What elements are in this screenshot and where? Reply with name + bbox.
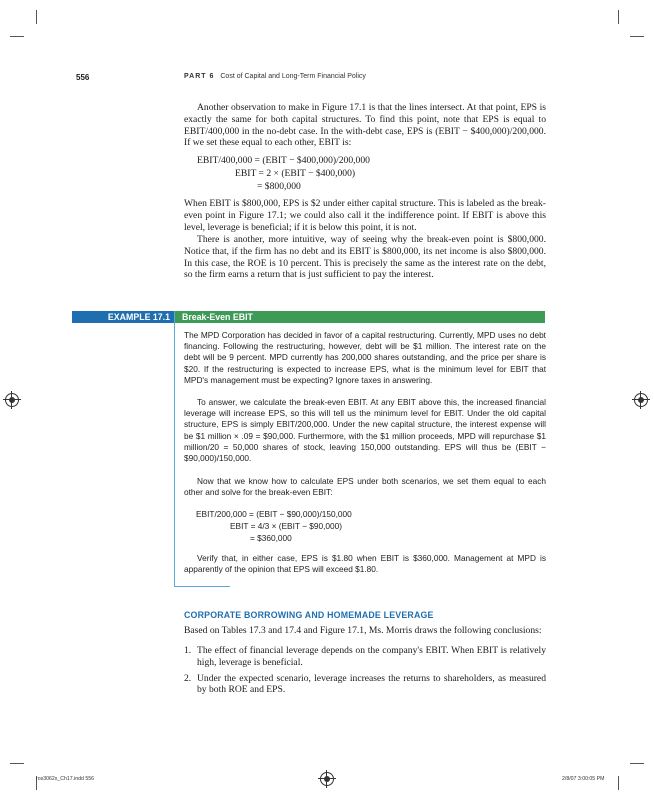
example-equation-line: = $360,000 (250, 533, 292, 543)
registration-mark-icon (5, 393, 19, 407)
list-item-text: The effect of financial leverage depends on the company's EBIT. When EBIT is relatively high, leverage is beneficial. (197, 645, 546, 668)
example-equation-line: EBIT/200,000 = (EBIT − $90,000)/150,000 (196, 509, 352, 519)
equation-line: = $800,000 (257, 181, 301, 192)
intro-paragraph-1: Another observation to make in Figure 17.1 is that the lines intersect. At that point, EPS is exactly the same for both capital structures. To find this point, note that EPS is equal to EBIT/400,000 in the no-debt case. In the with-debt case, EPS is (EBIT − $400,000)/200,000. If we set these equal to each other, EBIT is: (184, 102, 546, 149)
registration-mark-icon (320, 772, 334, 786)
crop-mark (630, 36, 644, 37)
example-title: Break-Even EBIT (182, 312, 253, 322)
registration-mark-icon (634, 393, 648, 407)
list-item-number: 2. (184, 672, 192, 684)
list-item (184, 673, 546, 697)
intro-paragraph-3: There is another, more intuitive, way of seeing why the break-even point is $800,000. Notice that, if the firm has no debt and its EBIT is $800,000, its net income is also $800,000. In this case, the ROE is 10 percent. This is precisely the same as the interest rate on the debt, so the firm earns a return that is just sufficient to pay the interest. (184, 234, 546, 281)
timestamp-slug: 2/8/07 3:00:05 PM (562, 776, 605, 782)
crop-mark (36, 10, 37, 24)
equation-line: EBIT = 2 × (EBIT − $400,000) (235, 168, 356, 179)
crop-mark (630, 763, 644, 764)
intro-paragraph-2: When EBIT is $800,000, EPS is $2 under either capital structure. This is labeled as the break-even point in Figure 17.1; we could also call it the indifference point. If EBIT is above this level, leverage is beneficial; if it is below this point, it is not. (184, 198, 546, 233)
crop-mark (10, 36, 24, 37)
numbered-list (184, 645, 546, 696)
list-item (184, 645, 546, 669)
equation-line: EBIT/400,000 = (EBIT − $400,000)/200,000 (197, 155, 370, 166)
example-paragraph-3: Now that we know how to calculate EPS under both scenarios, we set them equal to each other and solve for the break-even EBIT: (184, 476, 546, 498)
section-heading: CORPORATE BORROWING AND HOMEMADE LEVERAGE (184, 610, 434, 620)
part-label: PART 6 (184, 73, 215, 80)
page-number: 556 (76, 73, 90, 82)
running-header (184, 73, 366, 80)
example-rule (174, 586, 230, 587)
example-rule (174, 311, 175, 587)
crop-mark (618, 776, 619, 790)
list-item-text: Under the expected scenario, leverage increases the returns to shareholders, as measured by both ROE and EPS. (197, 672, 546, 696)
part-title: Cost of Capital and Long-Term Financial Policy (220, 73, 366, 80)
file-slug: ros3062x_Ch17.indd 556 (36, 776, 94, 782)
example-paragraph-2: To answer, we calculate the break-even EBIT. At any EBIT above this, the increased financial leverage will increase EPS, so this will tell us the minimum level for EBIT. Under the old capital structure, EPS is simply EBIT/200,000. Under the new capital structure, the interest expense will be $1 million × .09 = $90,000. Furthermore, with the $1 million proceeds, MPD will repurchase $1 million/20 = 50,000 shares of stock, leaving 150,000 outstanding. EPS will thus be (EBIT − $90,000)/150,000. (184, 397, 546, 464)
crop-mark (10, 763, 24, 764)
example-label: EXAMPLE 17.1 (107, 312, 170, 322)
crop-mark (618, 10, 619, 24)
example-equation-line: EBIT = 4/3 × (EBIT − $90,000) (230, 521, 342, 531)
example-paragraph-1: The MPD Corporation has decided in favor of a capital restructuring. Currently, MPD uses no debt financing. Following the restructuring, however, debt will be $1 million. The interest rate on the debt will be 9 percent. MPD currently has 200,000 shares outstanding, and the price per share is $20. If the restructuring is expected to increase EPS, what is the minimum level for EBIT that MPD's management must be expecting? Ignore taxes in answering. (184, 330, 546, 385)
section-intro: Based on Tables 17.3 and 17.4 and Figure 17.1, Ms. Morris draws the following conclusions: (184, 625, 542, 636)
example-paragraph-4: Verify that, in either case, EPS is $1.80 when EBIT is $360,000. Management at MPD is apparently of the opinion that EPS will exceed $1.80. (184, 553, 546, 575)
list-item-number: 1. (184, 645, 192, 656)
